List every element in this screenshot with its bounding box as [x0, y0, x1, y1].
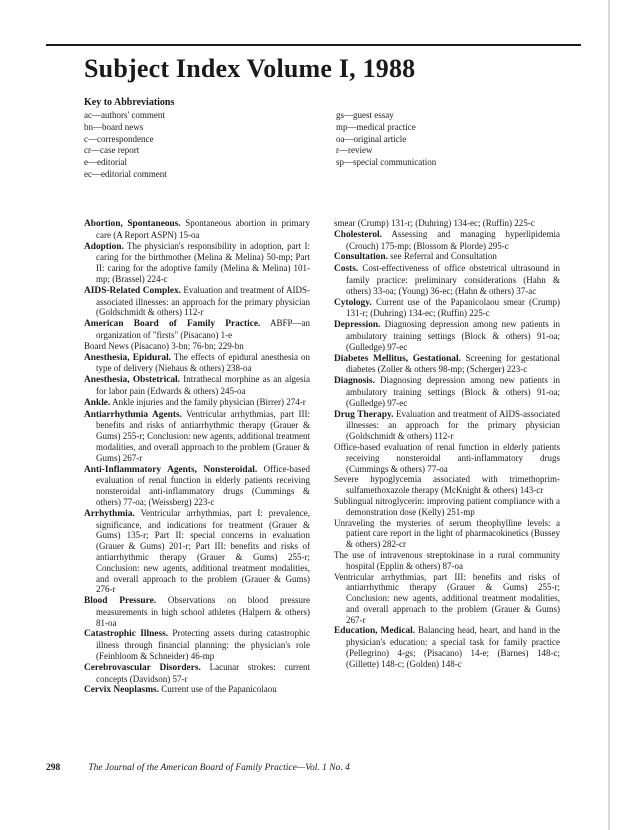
abbreviation-item: r—review	[336, 145, 373, 156]
title-rule	[46, 44, 581, 46]
index-entry	[334, 353, 560, 376]
index-citation: Office-based evaluation of renal function in elderly patients receiving nonsteroidal anti-inflammatory drugs (Cummings & others) 77-oa	[334, 441, 560, 474]
page-number: 298	[46, 763, 61, 773]
index-citation: Protecting assets during catastrophic illness through financial planning: the physician's role (Feinbloom & Schneider) 46-mp	[96, 628, 310, 662]
abbreviation-item: gs—guest essay	[336, 110, 394, 120]
index-citation: The physician's responsibility in adoption, part I: caring for the birthmother (Melina & Melina) 50-mp; Part II: caring for the adoptive family (Melina & Melina) 101-mp; (Brassel) 224-c	[96, 240, 310, 284]
index-entry	[84, 595, 310, 628]
index-entry	[334, 550, 560, 572]
index-entry	[84, 218, 310, 241]
index-entry	[334, 319, 560, 352]
index-citation: Ventricular arrhythmias, part I: prevalence, significance, and indications for treatment (Grauer & Gums) 135-r; Part II: special concerns in evaluation (Grauer & Gums) 201-r; Part III: benefits and risks of antiarrhythmic therapy (Grauer & Gums) 255-r; Conclusion: new agents, additional treatment modalities, and overall approach to the problem (Grauer & Gums) 276-r	[96, 507, 310, 595]
index-term: Cholesterol.	[334, 229, 382, 240]
abbreviation-item: oa—original article	[336, 133, 407, 144]
index-entry	[334, 375, 560, 408]
index-citation: Sublingual nitroglycerin: improving patient compliance with a demonstration dose (Kelly) 251-mp	[334, 495, 560, 517]
page-edge	[608, 0, 610, 830]
index-entry	[84, 508, 310, 595]
index-citation: Screening for gestational diabetes (Zoller & others 98-mp; (Scherger) 223-c	[346, 352, 560, 375]
index-citation: Office-based evaluation of renal function in elderly patients receiving nonsteroidal anti-inflammatory drugs (Cummings & others) 77-oa; (Weissberg) 223-c	[96, 463, 310, 507]
index-right-column	[334, 218, 560, 670]
index-entry	[84, 285, 310, 318]
page-footer	[46, 763, 576, 773]
index-citation: Ankle injuries and the family physician (Birrer) 274-r	[110, 396, 306, 407]
abbreviation-item: c—correspondence	[84, 133, 154, 144]
index-term: American Board of Family Practice.	[84, 319, 261, 330]
index-entry	[334, 474, 560, 496]
index-citation: Observations on blood pressure measurements in high school athletes (Halpern & others) 81-oa	[96, 595, 310, 628]
index-term: Cerebrovascular Disorders.	[84, 662, 201, 673]
index-entry	[334, 625, 560, 669]
abbreviation-item: ac—authors' comment	[84, 110, 165, 120]
index-citation: Diagnosing depression among new patients in ambulatory training settings (Block & others) 91-oa; (Gulledge) 97-ec	[346, 375, 560, 408]
index-entry	[334, 496, 560, 518]
index-citation: see Referral and Consultation	[387, 251, 497, 262]
index-term: Blood Pressure.	[84, 596, 157, 607]
abbreviation-item: mp—medical practice	[336, 121, 416, 132]
index-citation: ABFP—an organization of "firsts" (Pisacano) 1-e	[96, 318, 310, 340]
index-citation: smear (Crump) 131-r; (Duhring) 134-ec; (Ruffin) 225-c	[334, 218, 535, 228]
index-left-column	[84, 218, 310, 696]
abbreviation-item: ec—editorial comment	[84, 168, 167, 179]
abbreviation-item: cr—case report	[84, 145, 140, 156]
index-term: Abortion, Spontaneous.	[84, 219, 181, 229]
index-citation: Unraveling the mysteries of serum theophylline levels: a patient care report in the light of pharmacokinetics (Bussey & others) 282-cr	[334, 517, 560, 550]
index-entry	[84, 662, 310, 685]
index-term: Anesthesia, Obstetrical.	[84, 375, 180, 386]
index-entry	[334, 297, 560, 320]
journal-citation: The Journal of the American Board of Family Practice—Vol. 1 No. 4	[88, 763, 350, 773]
index-entry	[84, 318, 310, 341]
index-entry	[334, 251, 560, 263]
index-term: Drug Therapy.	[334, 409, 394, 420]
index-citation: Evaluation and treatment of AIDS-associated illnesses: an approach for the primary physician (Goldschmidt & others) 112-r	[346, 408, 560, 442]
abbreviation-item: sp—special communication	[336, 157, 437, 168]
index-term: Education, Medical.	[334, 626, 416, 637]
index-entry	[334, 442, 560, 474]
index-term: Ankle.	[84, 397, 111, 408]
index-entry	[334, 409, 560, 442]
index-entry	[84, 341, 310, 352]
index-term: Depression.	[334, 320, 381, 331]
index-term: Cervix Neoplasms.	[84, 685, 159, 696]
index-citation: Ventricular arrhythmias, part III: benefits and risks of antiarrhythmic therapy (Grauer & Gums) 255-r; Conclusion: new agents, additional treatment modalities, and overall approach to the problem (Grauer & Gums) 267-r	[96, 408, 310, 463]
index-entry	[334, 572, 560, 626]
index-entry	[84, 409, 310, 464]
index-entry	[84, 628, 310, 661]
abbreviations-left-column	[84, 110, 167, 181]
index-term: AIDS-Related Complex.	[84, 285, 182, 296]
index-citation: Cost-effectiveness of office obstetrical ultrasound in family practice: preliminary considerations (Hahn & others) 33-oa; (Young) 36-ec; (Hahn & others) 37-ac	[346, 263, 560, 296]
index-term: Costs.	[334, 264, 359, 275]
index-citation: Current use of the Papanicolaou	[159, 684, 277, 695]
index-citation: Intrathecal morphine as an algesia for labor pain (Edwards & others) 245-oa	[96, 374, 310, 396]
index-entry	[334, 229, 560, 252]
index-entry	[334, 263, 560, 296]
index-citation: Current use of the Papanicolaou smear (Crump) 131-r; (Duhring) 134-ec; (Ruffin) 225-c	[346, 296, 560, 319]
index-citation: Spontaneous abortion in primary care (A Report ASPN) 15-oa	[96, 218, 310, 240]
index-entry	[84, 352, 310, 375]
index-term: Catastrophic Illness.	[84, 629, 169, 640]
page-title: Subject Index Volume I, 1988	[84, 54, 416, 83]
index-term: Diabetes Mellitus, Gestational.	[334, 353, 461, 364]
index-term: Adoption.	[84, 241, 124, 252]
index-citation: The use of intravenous streptokinase in a rural community hospital (Epplin & others) 87-oa	[334, 549, 560, 571]
index-entry	[84, 684, 310, 696]
index-entry	[84, 241, 310, 285]
index-term: Cytology.	[334, 297, 372, 308]
index-term: Consultation.	[334, 252, 388, 263]
index-term: Diagnosis.	[334, 376, 375, 387]
index-citation: Severe hypoglycemia associated with trimethoprim-sulfamethoxazole therapy (McKnight & others) 143-cr	[334, 474, 560, 496]
index-term: Anti-Inflammatory Agents, Nonsteroidal.	[84, 464, 258, 475]
abbreviation-item: bn—board news	[84, 121, 144, 132]
index-citation: Lacunar strokes: current concepts (Davidson) 57-r	[96, 661, 310, 684]
index-citation: Ventricular arrhythmias, part III: benefits and risks of antiarrhythmic therapy (Grauer & Gums) 255-r; Conclusion: new agents, additional treatment modalities, and overall approach to the problem (Grauer & Gums) 267-r	[334, 571, 560, 625]
index-citation: Balancing head, heart, and hand in the physician's education: a special task for family practice (Pellegrino) 4-gs; (Pisacano) 14-e; (Barnes) 148-c; (Gillette) 148-c; (Golden) 148-c	[346, 625, 560, 669]
index-term: Antiarrhythmia Agents.	[84, 409, 182, 420]
index-entry	[334, 218, 560, 229]
abbreviation-item: e—editorial	[84, 157, 127, 168]
index-citation: The effects of epidural anesthesia on type of delivery (Niehaus & others) 238-oa	[96, 351, 310, 374]
index-citation: Evaluation and treatment of AIDS-associated illnesses: an approach for the primary physician (Goldschmidt & others) 112-r	[96, 284, 311, 318]
index-entry	[334, 518, 560, 550]
abbreviations-heading: Key to Abbreviations	[84, 97, 175, 108]
index-term: Arrhythmia.	[84, 508, 135, 519]
index-citation: Diagnosing depression among new patients in ambulatory training settings (Block & others) 91-oa; (Gulledge) 97-ec	[346, 319, 560, 352]
index-term: Anesthesia, Epidural.	[84, 352, 172, 363]
index-entry	[84, 464, 310, 508]
index-entry	[84, 374, 310, 397]
index-citation: Assessing and managing hyperlipidemia (Crouch) 175-mp; (Blossom & Plorde) 295-c	[346, 228, 560, 251]
abbreviations-right-column	[336, 110, 436, 169]
index-citation: Board News (Pisacano) 3-bn; 76-bn; 229-bn	[84, 340, 244, 351]
index-entry	[84, 397, 310, 409]
